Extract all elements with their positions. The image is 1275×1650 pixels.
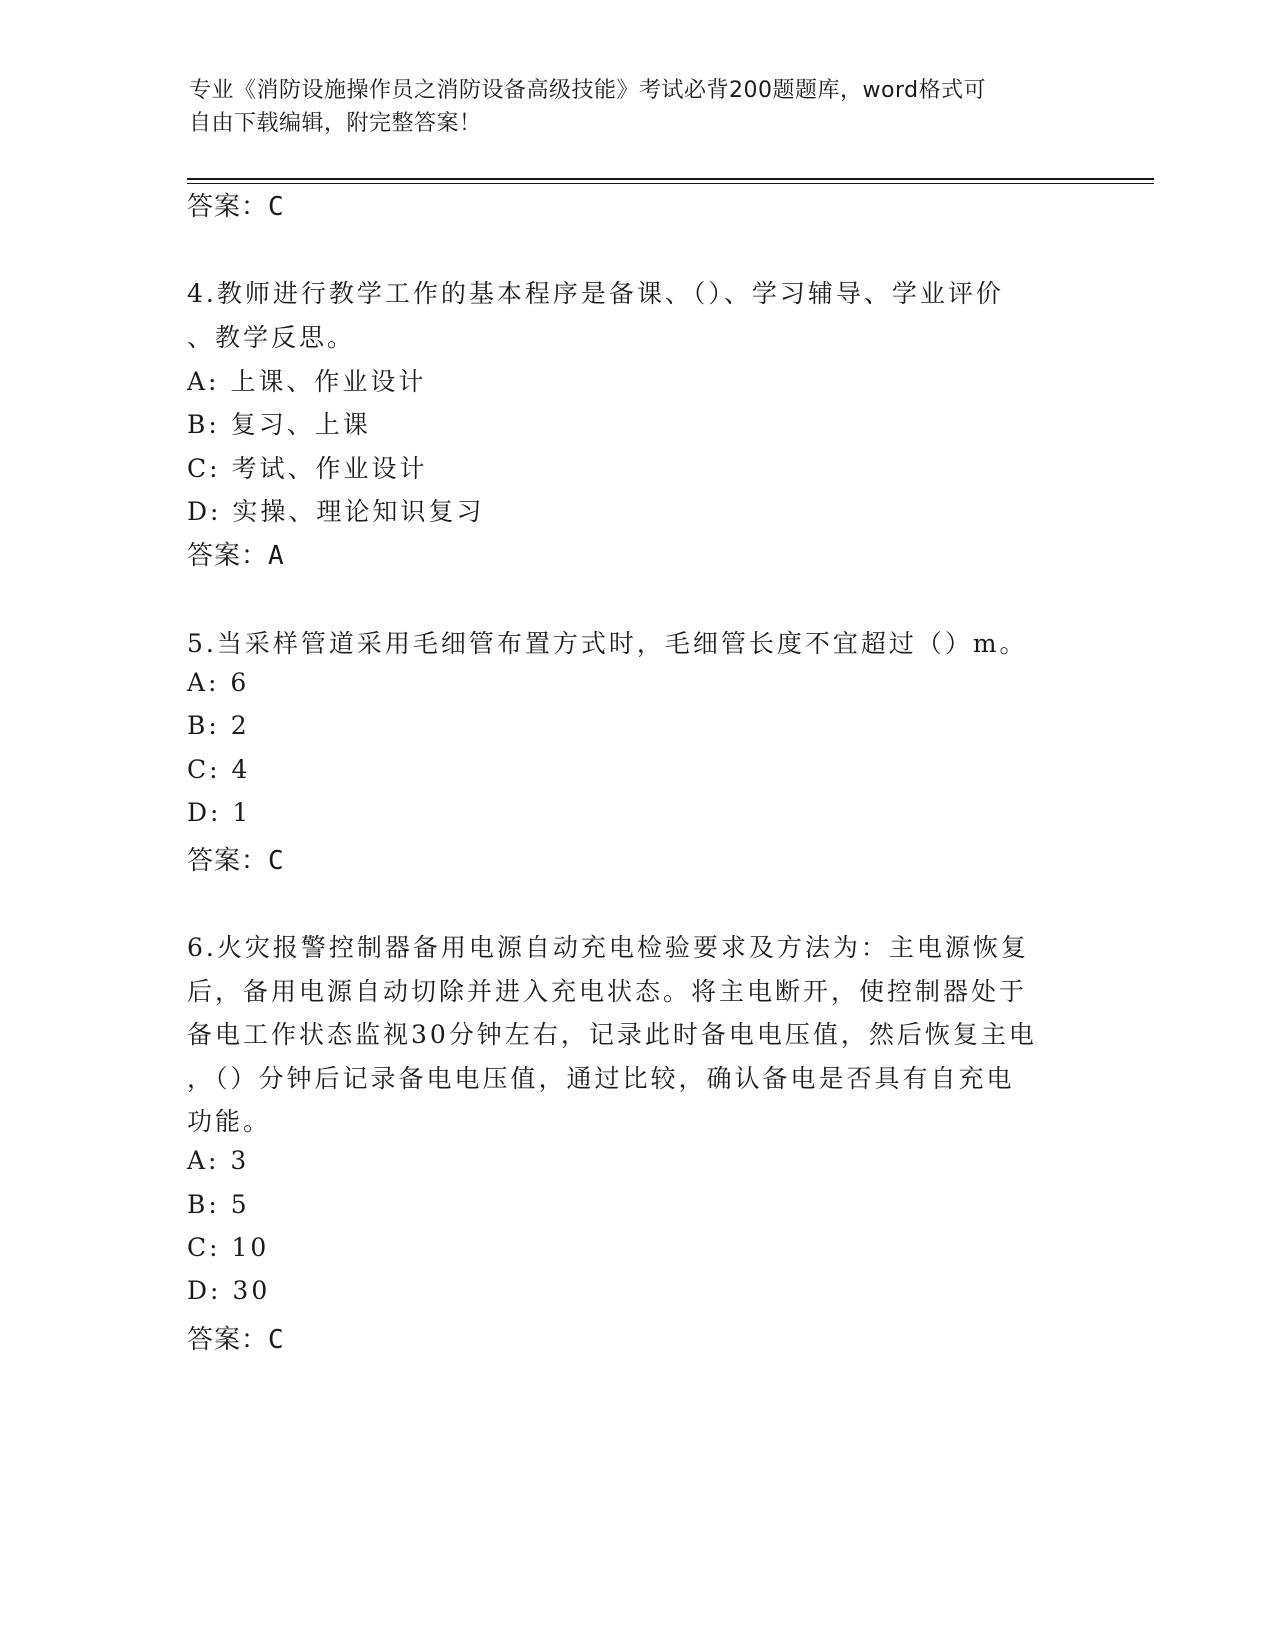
question-6-stem-line-2: 后，备用电源自动切除并进入充电状态。将主电断开，使控制器处于 — [187, 977, 1028, 1006]
answer-label: 答案： — [187, 846, 269, 876]
header-divider-thick — [187, 178, 1154, 180]
answer-value: C — [268, 846, 285, 876]
question-4-option-d: D: 实操、理论知识复习 — [187, 497, 485, 526]
question-4-option-b: B: 复习、上课 — [187, 410, 371, 439]
answer-label: 答案： — [187, 1325, 269, 1355]
question-4-option-c: C: 考试、作业设计 — [187, 454, 428, 483]
answer-previous — [187, 186, 285, 223]
question-6-option-d: D: 30 — [187, 1276, 271, 1305]
answer-value: C — [268, 192, 285, 222]
question-6-stem-line-1: 6.火灾报警控制器备用电源自动充电检验要求及方法为：主电源恢复 — [187, 933, 1029, 962]
question-5-stem-line-1: 5.当采样管道采用毛细管布置方式时，毛细管长度不宜超过（）m。 — [187, 629, 1028, 658]
question-4-stem-line-1: 4.教师进行教学工作的基本程序是备课、（）、学习辅导、学业评价 — [187, 279, 1004, 308]
document-header — [189, 74, 1069, 140]
question-5-answer — [187, 840, 285, 877]
question-4-stem-line-2: 、教学反思。 — [187, 323, 356, 352]
question-5-option-d: D: 1 — [187, 798, 252, 827]
answer-label: 答案： — [187, 192, 269, 222]
answer-label: 答案： — [187, 541, 269, 571]
question-4-answer — [187, 535, 285, 572]
question-4-option-a: A: 上课、作业设计 — [187, 367, 427, 396]
question-6-option-c: C: 10 — [187, 1233, 270, 1262]
header-line-2: 自由下载编辑，附完整答案！ — [189, 111, 482, 136]
question-6-stem-line-3: 备电工作状态监视30分钟左右，记录此时备电电压值，然后恢复主电 — [187, 1020, 1037, 1049]
question-5-option-c: C: 4 — [187, 755, 251, 784]
question-6-answer — [187, 1319, 285, 1356]
answer-value: C — [268, 1325, 285, 1355]
question-5-option-a: A: 6 — [187, 668, 250, 697]
question-6-option-a: A: 3 — [187, 1146, 250, 1175]
answer-value: A — [268, 541, 285, 571]
question-6-stem-line-4: ，（）分钟后记录备电电压值，通过比较，确认备电是否具有自充电 — [187, 1064, 1015, 1093]
question-5-option-b: B: 2 — [187, 711, 250, 740]
question-6-option-b: B: 5 — [187, 1190, 250, 1219]
header-divider-thin — [187, 183, 1154, 184]
question-6-stem-line-5: 功能。 — [187, 1107, 272, 1136]
header-line-1: 专业《消防设施操作员之消防设备高级技能》考试必背200题题库，word格式可 — [189, 78, 987, 103]
